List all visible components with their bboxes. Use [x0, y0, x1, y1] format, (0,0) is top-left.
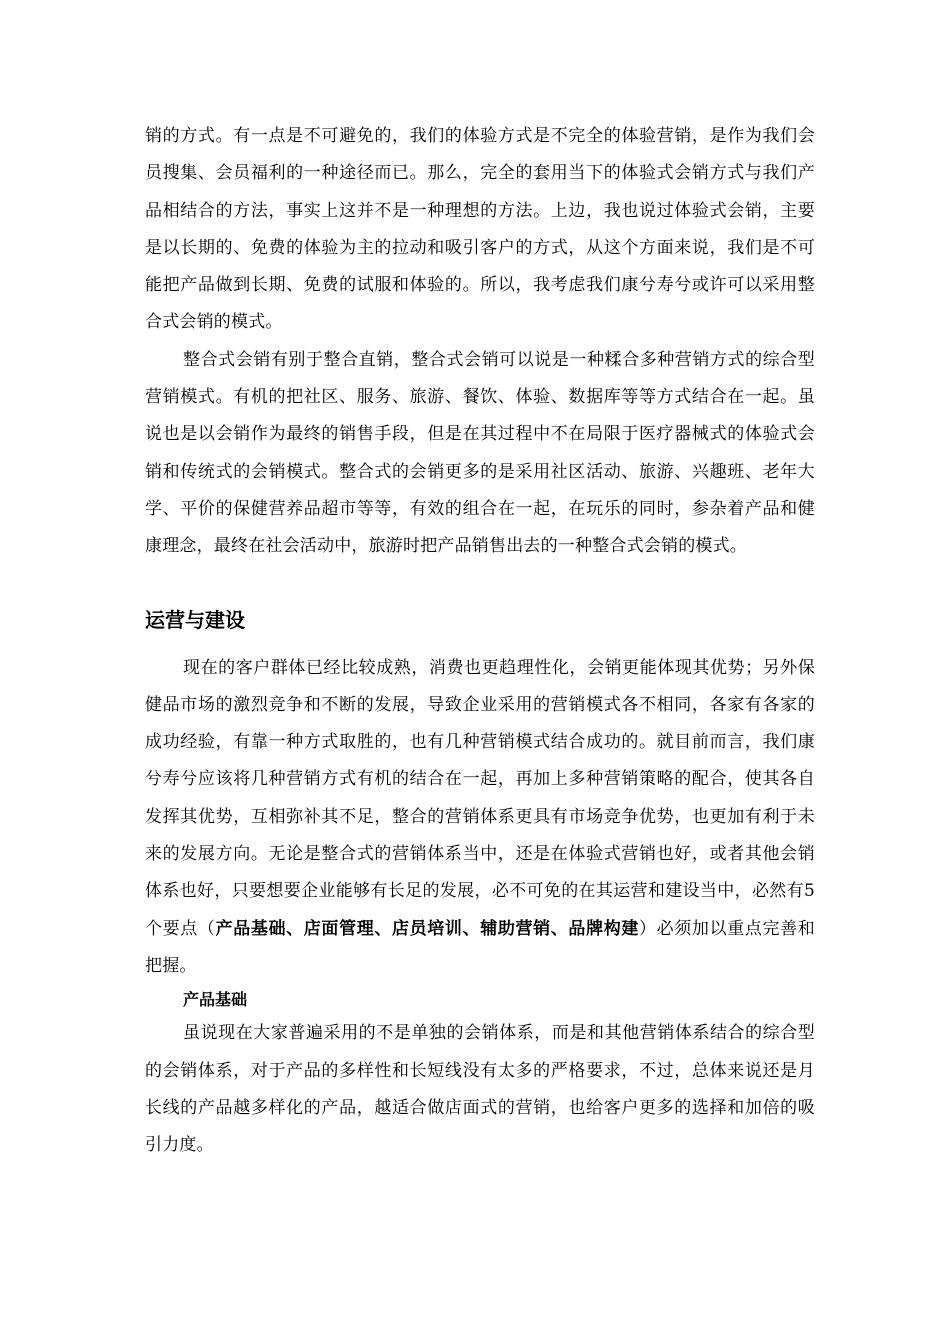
paragraph-integrated-marketing: 整合式会销有别于整合直销，整合式会销可以说是一种糅合多种营销方式的综合型营销模式。有机的把社区、服务、旅游、餐饮、体验、数据库等等方式结合在一起。虽说也是以会销作为最终的销售手段，但是在其过程中不在局限于医疗器械式的体验式会销和传统式的会销模式。整合式的会销更多的是采用社区活动、旅游、兴趣班、老年大学、平价的保健营养品超市等等，有效的组合在一起，在玩乐的同时，参杂着产品和健康理念，最终在社会活动中，旅游时把产品销售出去的一种整合式会销的模式。: [145, 349, 815, 557]
section-heading-operation: 运营与建设: [145, 607, 245, 632]
paragraph-product-basis: 虽说现在大家普遍采用的不是单独的会销体系，而是和其他营销体系结合的综合型的会销体系，对于产品的多样性和长短线没有太多的严格要求，不过，总体来说还是月长线的产品越多样化的产品，越适合做店面式的营销，也给客户更多的选择和加倍的吸引力度。: [145, 1023, 815, 1156]
section-spacer: [145, 566, 815, 606]
paragraph-operation: [145, 650, 815, 986]
paragraph-operation-text: 现在的客户群体已经比较成熟，消费也更趋理性化，会销更能体现其优势；另外保健品市场的激烈竞争和不断的发展，导致企业采用的营销模式各不相同，各家有各家的成功经验，有靠一种方式取胜的，也有几种营销模式结合成功的。就目前而言，我们康兮寿兮应该将几种营销方式有机的结合在一起，再加上多种营销策略的配合，使其各自发挥其优势，互相弥补其不足，整合的营销体系更具有市场竞争优势，也更加有利于未来的发展方向。无论是整合式的营销体系当中，还是在体验式营销也好，或者其他会销体系也好，只要想要企业能够有长足的发展，必不可免的在其运营和建设当中，必然有5个要点（: [145, 657, 815, 939]
subheading-product-basis: 产品基础: [183, 990, 248, 1010]
paragraph-operation-end: ）必须加以重点完善和把握。: [145, 918, 815, 976]
key-points-bold: 产品基础、店面管理、店员培训、辅助营销、品牌构建: [215, 918, 639, 939]
document-page: [145, 118, 815, 1164]
heading-spacer: [145, 634, 815, 650]
paragraph-continued: 销的方式。有一点是不可避免的，我们的体验方式是不完全的体验营销，是作为我们会员搜集、会员福利的一种途径而已。那么，完全的套用当下的体验式会销方式与我们产品相结合的方法，事实上这并不是一种理想的方法。上边，我也说过体验式会销，主要是以长期的、免费的体验为主的拉动和吸引客户的方式，从这个方面来说，我们是不可能把产品做到长期、免费的试服和体验的。所以，我考虑我们康兮寿兮或许可以采用整合式会销的模式。: [145, 126, 815, 333]
